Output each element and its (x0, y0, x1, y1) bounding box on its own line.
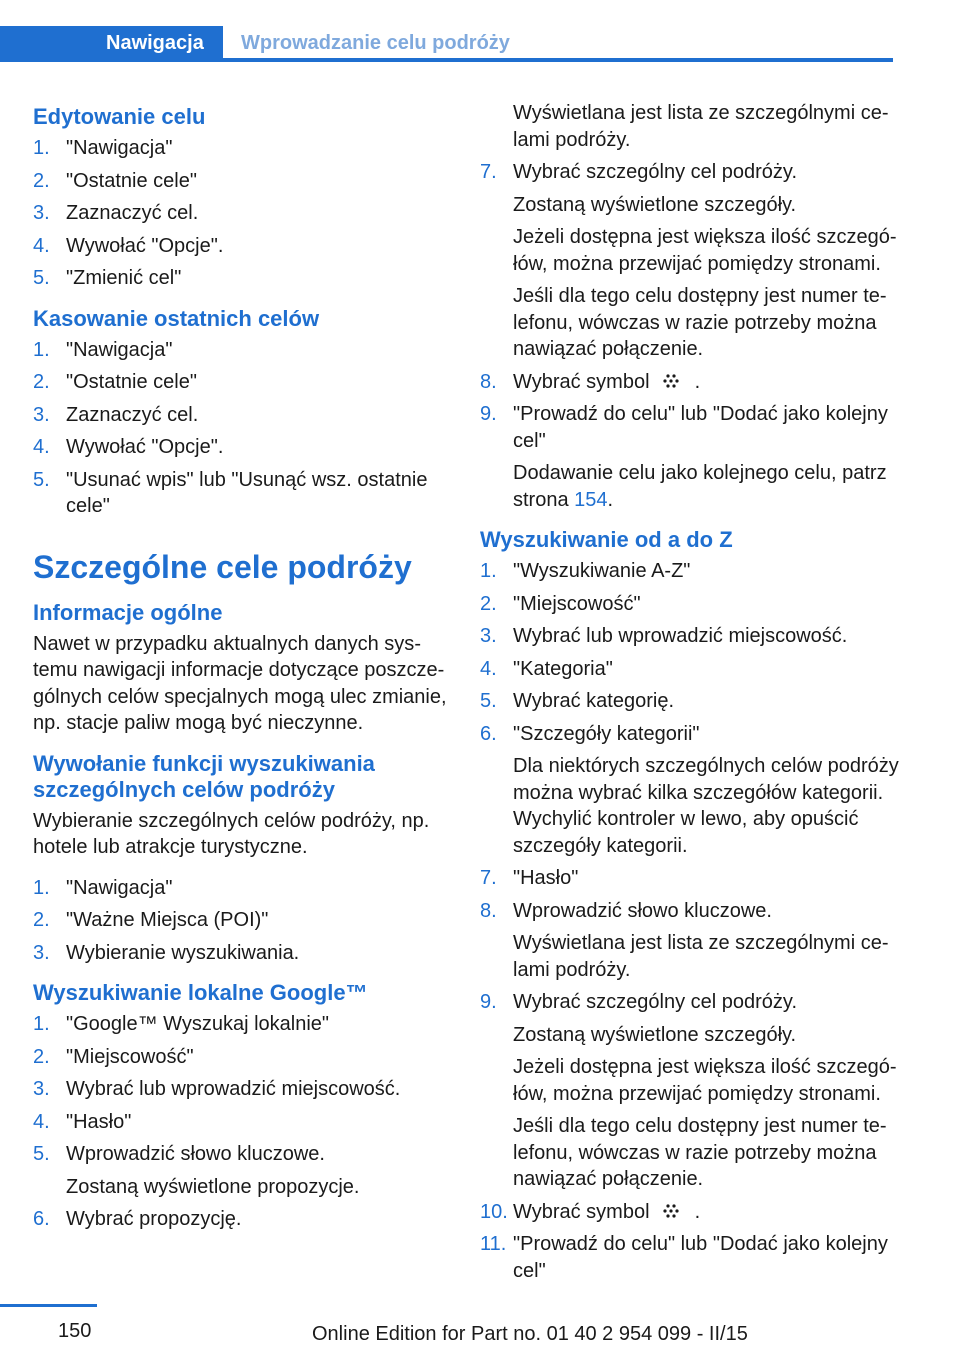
step-number: 9. (480, 991, 497, 1013)
continued-text: Wyświetlana jest lista ze szczególnymi celami podróży. (513, 102, 889, 151)
step-text: Wprowadzić słowo kluczowe. (513, 899, 772, 922)
list-item (33, 369, 453, 396)
list-item (33, 233, 453, 260)
list-item (33, 1141, 453, 1200)
step-text: "Hasło" (66, 1110, 132, 1133)
step-subtext: Zostaną wyświetlone szczegóły. (513, 193, 797, 216)
step-number: 4. (480, 657, 497, 680)
page-number: 150 (58, 1320, 92, 1342)
list-item (480, 1231, 900, 1284)
step-number: 2. (33, 371, 50, 393)
list-item (33, 135, 453, 162)
list-item (480, 401, 900, 513)
step-number: 4. (33, 436, 50, 458)
step-number: 8. (480, 370, 497, 393)
step-text: "Prowadź do celu" lub "Dodać jako kolejny cel" (513, 403, 888, 452)
step-text: "Google™ Wyszukaj lokalnie" (66, 1013, 330, 1035)
step-number: 3. (33, 941, 50, 964)
list-item (480, 989, 900, 1193)
step-text: Wprowadzić słowo kluczowe. (66, 1143, 325, 1165)
edition-note: Online Edition for Part no. 01 40 2 954 099 - II/15 (312, 1323, 748, 1345)
step-text: "Zmienić cel" (66, 267, 182, 289)
step-text: "Nawigacja" (66, 876, 173, 899)
step-number: 3. (33, 202, 50, 224)
step-number: 1. (33, 338, 50, 361)
list-item (33, 1206, 453, 1233)
list-item (33, 875, 453, 902)
step-number: 6. (33, 1208, 50, 1230)
section-tab: Nawigacja (0, 26, 223, 62)
step-number: 3. (33, 403, 50, 426)
step-subtext: Zostaną wyświetlone propozycje. (66, 1175, 360, 1198)
step-subtext: Jeśli dla tego celu dostępny jest numer telefonu, wówczas w razie potrzeby można nawiązać połączenie. (513, 1115, 887, 1190)
delete-steps (33, 337, 453, 520)
continued-steps (480, 159, 900, 363)
general-info-heading: Informacje ogólne (33, 599, 223, 625)
page-link[interactable]: 154 (574, 488, 608, 511)
list-item (480, 591, 900, 618)
step-text: "Ostatnie cele" (66, 371, 197, 393)
step-text: Wybrać lub wprowadzić miejscowość. (513, 625, 848, 647)
step-subtext-end: . (607, 488, 614, 511)
list-item (480, 898, 900, 984)
step-text-end: . (694, 370, 701, 393)
step-text: "Usunać wpis" lub "Usunąć wsz. ostatnie cele" (66, 468, 428, 517)
step-text: Wybieranie wyszukiwania. (66, 941, 300, 964)
step-text: "Hasło" (513, 867, 579, 889)
page-header (0, 0, 960, 80)
call-search-heading: Wywołanie funkcji wyszukiwania szczególnych celów podróży (33, 750, 375, 802)
list-item (33, 940, 453, 967)
list-item (33, 200, 453, 227)
az-search-heading: Wyszukiwanie od a do Z (480, 527, 733, 552)
edit-destination-heading: Edytowanie celu (33, 104, 206, 129)
step-number: 4. (33, 1110, 50, 1133)
step-text: Wywołać "Opcje". (66, 234, 224, 257)
step-text: "Prowadź do celu" lub "Dodać jako kolejny cel" (513, 1233, 888, 1282)
list-item (480, 865, 900, 892)
step-number: 2. (33, 169, 50, 192)
step-subtext: Dla niektórych szczególnych celów podróży można wybrać kilka szczegółów kategorii. Wychylić kontroler w lewo, aby opuścić szczegóły kategorii. (513, 755, 899, 857)
step-text: "Ważne Miejsca (POI)" (66, 909, 269, 931)
step-number: 2. (33, 1045, 50, 1068)
step-text: "Ostatnie cele" (66, 169, 197, 192)
step-text: Wybrać szczególny cel podróży. (513, 991, 798, 1013)
step-text: "Miejscowość" (513, 592, 641, 615)
step-number: 2. (480, 592, 497, 615)
step-number: 6. (480, 722, 497, 745)
call-search-text: Wybieranie szczególnych celów podróży, np. hotele lub atrakcje turystyczne. (33, 809, 430, 858)
header-rule (0, 58, 893, 62)
list-item (480, 656, 900, 683)
step-number: 1. (33, 1013, 50, 1035)
list-item (480, 688, 900, 715)
list-item (33, 1011, 453, 1038)
step-number: 2. (33, 909, 50, 931)
list-item (480, 558, 900, 585)
list-item (33, 1109, 453, 1136)
step-number: 5. (480, 690, 497, 712)
step-text: Wybrać propozycję. (66, 1208, 242, 1230)
step-subtext: Jeżeli dostępna jest większa ilość szczegółów, można przewijać pomiędzy stronami. (513, 1056, 897, 1105)
list-item (33, 1076, 453, 1103)
step-number: 3. (480, 625, 497, 647)
step-number: 3. (33, 1078, 50, 1100)
general-info-text: Nawet w przypadku aktualnych danych systemu nawigacji informacje dotyczące poszczególnych celów specjalnych mogą ulec zmianie, np. stacje paliw mogą być nieczynne. (33, 632, 447, 734)
right-column (480, 100, 900, 1290)
list-item (33, 402, 453, 429)
step-text: Wybrać symbol (513, 370, 650, 393)
step-subtext (513, 460, 900, 513)
step-number: 9. (480, 403, 497, 425)
step-number: 5. (33, 468, 50, 491)
step-number: 4. (33, 234, 50, 257)
list-item (480, 369, 900, 396)
call-search-steps (33, 875, 453, 967)
step-subtext-body: Dodawanie celu jako kolejnego celu, patrz strona (513, 462, 887, 511)
list-item (33, 434, 453, 461)
step-subtext: Jeśli dla tego celu dostępny jest numer telefonu, wówczas w razie potrzeby można nawiązać połączenie. (513, 285, 887, 360)
list-item (33, 337, 453, 364)
google-search-steps (33, 1011, 453, 1233)
step-text: Wybrać symbol (513, 1200, 650, 1223)
step-text: "Wyszukiwanie A-Z" (513, 560, 691, 582)
step-number: 1. (33, 876, 50, 899)
step-text: "Nawigacja" (66, 137, 173, 159)
step-text: Wybrać lub wprowadzić miejscowość. (66, 1078, 401, 1100)
step-number: 5. (33, 1143, 50, 1165)
list-item (33, 168, 453, 195)
poi-title: Szczególne cele podróży (33, 548, 412, 585)
google-search-heading: Wyszukiwanie lokalne Google™ (33, 980, 368, 1005)
step-number: 5. (33, 267, 50, 289)
step-number: 8. (480, 899, 497, 922)
step-text: "Szczegóły kategorii" (513, 722, 700, 745)
az-search-steps (480, 558, 900, 1193)
step-text: "Nawigacja" (66, 338, 173, 361)
step-text: Wybrać szczególny cel podróży. (513, 161, 798, 183)
step-subtext: Zostaną wyświetlone szczegóły. (513, 1023, 797, 1046)
step-subtext: Wyświetlana jest lista ze szczególnymi celami podróży. (513, 932, 889, 981)
list-item (480, 1199, 900, 1226)
delete-recent-heading: Kasowanie ostatnich celów (33, 305, 320, 331)
step-subtext: Jeżeli dostępna jest większa ilość szczegółów, można przewijać pomiędzy stronami. (513, 226, 897, 275)
poi-dots-icon (659, 1202, 685, 1220)
list-item (480, 721, 900, 860)
poi-dots-icon (659, 372, 685, 390)
step-text: Zaznaczyć cel. (66, 403, 199, 426)
step-number: 7. (480, 161, 497, 183)
step-number: 11. (480, 1233, 507, 1255)
step-number: 1. (480, 560, 497, 582)
step-number: 10. (480, 1200, 508, 1223)
subsection-tab: Wprowadzanie celu podróży (241, 32, 510, 54)
step-text: "Kategoria" (513, 657, 613, 680)
step-text: "Miejscowość" (66, 1045, 194, 1068)
list-item (33, 1044, 453, 1071)
list-item (480, 159, 900, 363)
list-item (33, 265, 453, 292)
step-text-end: . (694, 1200, 701, 1223)
footer-rule (0, 1304, 97, 1307)
step-text: Wywołać "Opcje". (66, 436, 224, 458)
list-item (33, 467, 453, 520)
step-number: 1. (33, 137, 50, 159)
step-number: 7. (480, 867, 497, 889)
left-column (33, 100, 453, 1239)
step-text: Zaznaczyć cel. (66, 202, 199, 224)
list-item (480, 623, 900, 650)
step-text: Wybrać kategorię. (513, 690, 674, 712)
edit-steps (33, 135, 453, 292)
list-item (33, 907, 453, 934)
